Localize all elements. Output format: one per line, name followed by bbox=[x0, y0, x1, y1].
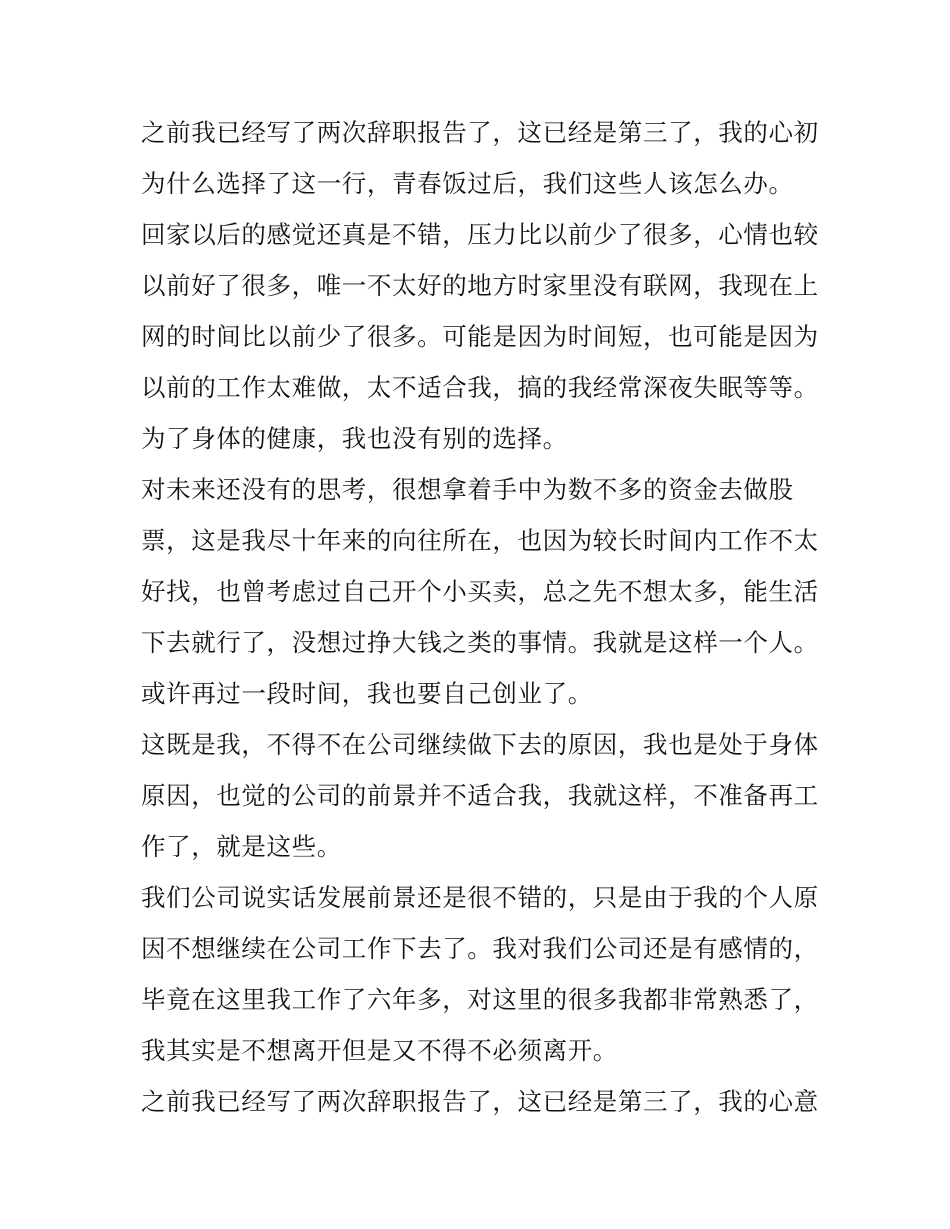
text-line: 以前好了很多，唯一不太好的地方时家里没有联网，我现在上 bbox=[141, 271, 819, 300]
document-body bbox=[141, 107, 819, 1127]
text-line: 之前我已经写了两次辞职报告了，这已经是第三了，我的心初 bbox=[141, 118, 819, 147]
text-line: 我其实是不想离开但是又不得不必须离开。 bbox=[141, 1036, 618, 1065]
text-line: 作了，就是这些。 bbox=[141, 832, 342, 861]
text-line: 之前我已经写了两次辞职报告了，这已经是第三了，我的心意 bbox=[141, 1087, 819, 1116]
text-line: 毕竟在这里我工作了六年多，对这里的很多我都非常熟悉了， bbox=[141, 985, 819, 1014]
text-line: 下去就行了，没想过挣大钱之类的事情。我就是这样一个人。 bbox=[141, 628, 819, 657]
text-line: 原因，也觉的公司的前景并不适合我，我就这样，不准备再工 bbox=[141, 781, 819, 810]
text-line: 我们公司说实话发展前景还是很不错的，只是由于我的个人原 bbox=[141, 883, 819, 912]
text-line: 对未来还没有的思考，很想拿着手中为数不多的资金去做股 bbox=[141, 475, 794, 504]
text-line: 票，这是我尽十年来的向往所在，也因为较长时间内工作不太 bbox=[141, 526, 819, 555]
text-line: 或许再过一段时间，我也要自己创业了。 bbox=[141, 679, 593, 708]
text-line: 好找，也曾考虑过自己开个小买卖，总之先不想太多，能生活 bbox=[141, 577, 819, 606]
text-line: 为了身体的健康，我也没有别的选择。 bbox=[141, 424, 568, 453]
text-line: 因不想继续在公司工作下去了。我对我们公司还是有感情的， bbox=[141, 934, 819, 963]
text-line: 这既是我，不得不在公司继续做下去的原因，我也是处于身体 bbox=[141, 730, 819, 759]
text-line: 网的时间比以前少了很多。可能是因为时间短，也可能是因为 bbox=[141, 322, 819, 351]
text-line: 以前的工作太难做，太不适合我，搞的我经常深夜失眠等等。 bbox=[141, 373, 819, 402]
text-line: 为什么选择了这一行，青春饭过后，我们这些人该怎么办。 bbox=[141, 169, 794, 198]
text-line: 回家以后的感觉还真是不错，压力比以前少了很多，心情也较 bbox=[141, 220, 819, 249]
